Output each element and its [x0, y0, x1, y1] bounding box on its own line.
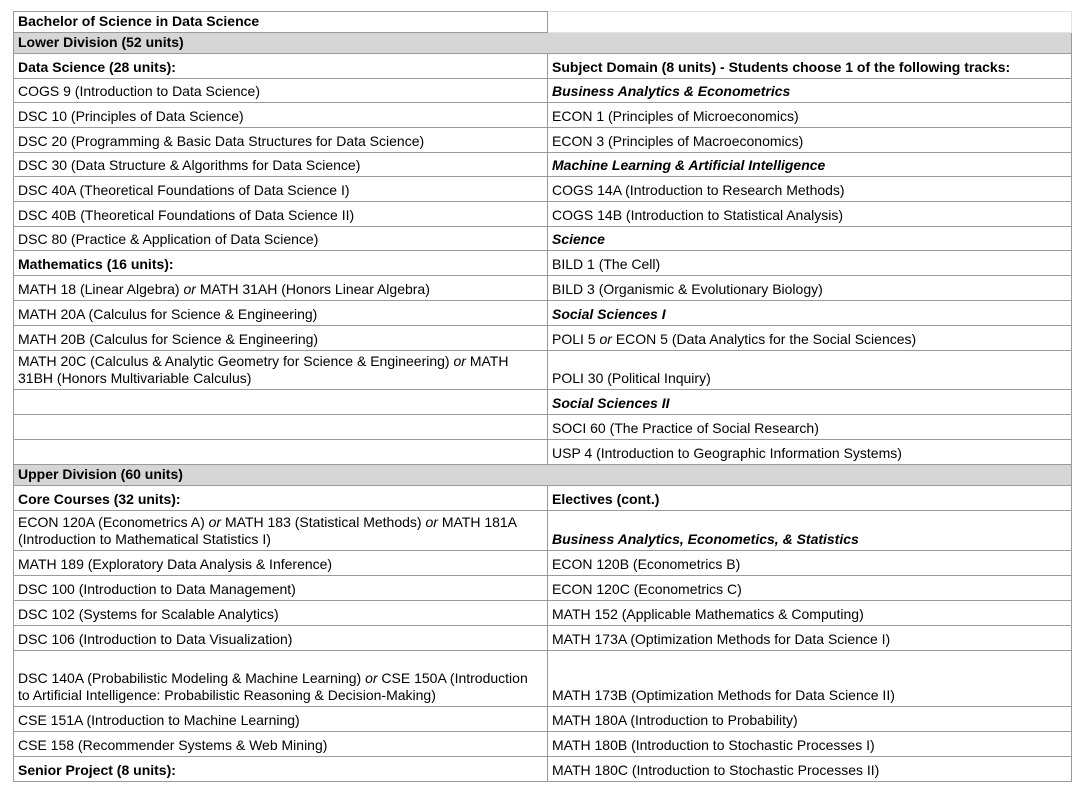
cell-text: BILD 3 (Organismic & Evolutionary Biology) [552, 281, 823, 297]
upper-division-course-row [14, 551, 1072, 576]
upper-division-header: Upper Division (60 units) [14, 465, 1072, 486]
title-row [14, 12, 1072, 33]
lower-division-course-row [14, 276, 1072, 301]
cell-text: CSE 151A (Introduction to Machine Learning) [18, 712, 300, 728]
track-heading [548, 227, 1072, 251]
right-course-cell [548, 440, 1072, 465]
upper-division-course-row [14, 601, 1072, 626]
cell-text: Subject Domain (8 units) - Students choose 1 of the following tracks: [552, 59, 1011, 75]
cell-text: Electives (cont.) [552, 491, 660, 507]
right-course-cell [548, 351, 1072, 390]
lower-division-course-row [14, 440, 1072, 465]
cell-text: MATH 173A (Optimization Methods for Data Science I) [552, 631, 891, 647]
cell-text: SOCI 60 (The Practice of Social Research) [552, 420, 819, 436]
cell-text: MATH 20A (Calculus for Science & Engineering) [18, 306, 318, 322]
empty-cell [14, 440, 548, 465]
cell-text: MATH 181A (Introduction to Mathematical Statistics I) [18, 514, 517, 547]
right-course-cell [548, 415, 1072, 440]
left-course-cell [14, 153, 548, 177]
cell-text: MATH 31BH (Honors Multivariable Calculus) [18, 353, 509, 386]
lower-division-course-row [14, 301, 1072, 326]
or-connector: or [179, 281, 200, 297]
left-course-cell [14, 576, 548, 601]
left-course-cell [14, 128, 548, 153]
left-course-cell [14, 626, 548, 651]
left-course-cell [14, 326, 548, 351]
left-course-cell [14, 227, 548, 251]
lower-division-course-row [14, 326, 1072, 351]
category-heading [548, 54, 1072, 79]
lower-division-course-row [14, 251, 1072, 276]
lower-division-course-row [14, 177, 1072, 202]
left-course-cell [14, 651, 548, 707]
cell-text: DSC 20 (Programming & Basic Data Structures for Data Science) [18, 133, 425, 149]
left-course-cell [14, 79, 548, 103]
lower-division-course-row [14, 153, 1072, 177]
right-course-cell [548, 551, 1072, 576]
cell-text: ECON 1 (Principles of Microeconomics) [552, 108, 799, 124]
upper-division-course-row [14, 626, 1072, 651]
upper-division-header-row [14, 465, 1072, 486]
cell-text: DSC 10 (Principles of Data Science) [18, 108, 244, 124]
cell-text: Business Analytics & Econometrics [552, 83, 791, 99]
cell-text: DSC 100 (Introduction to Data Management) [18, 581, 296, 597]
cell-text: DSC 30 (Data Structure & Algorithms for Data Science) [18, 157, 361, 173]
or-connector: or [449, 353, 470, 369]
cell-text: Social Sciences I [552, 306, 666, 322]
right-course-cell [548, 601, 1072, 626]
cell-text: USP 4 (Introduction to Geographic Information Systems) [552, 445, 902, 461]
cell-text: Core Courses (32 units): [18, 491, 181, 507]
or-connector: or [361, 670, 382, 686]
cell-text: MATH 152 (Applicable Mathematics & Computing) [552, 606, 864, 622]
right-course-cell [548, 326, 1072, 351]
upper-division-course-row [14, 511, 1072, 551]
cell-text: COGS 9 (Introduction to Data Science) [18, 83, 260, 99]
degree-requirements-table [13, 11, 1072, 782]
left-course-cell [14, 351, 548, 390]
cell-text: DSC 140A (Probabilistic Modeling & Machine Learning) [18, 670, 362, 686]
cell-text: MATH 180B (Introduction to Stochastic Processes I) [552, 737, 875, 753]
cell-text: MATH 173B (Optimization Methods for Data Science II) [552, 687, 895, 703]
cell-text: MATH 180A (Introduction to Probability) [552, 712, 798, 728]
category-heading [14, 486, 548, 511]
right-course-cell [548, 276, 1072, 301]
cell-text: Social Sciences II [552, 395, 670, 411]
lower-division-course-row [14, 128, 1072, 153]
right-course-cell [548, 626, 1072, 651]
cell-text: ECON 120C (Econometrics C) [552, 581, 742, 597]
right-course-cell [548, 576, 1072, 601]
upper-division-course-row [14, 757, 1072, 782]
cell-text: MATH 18 (Linear Algebra) [18, 281, 180, 297]
cell-text: Data Science (28 units): [18, 59, 176, 75]
cell-text: DSC 40A (Theoretical Foundations of Data Science I) [18, 182, 350, 198]
cell-text: POLI 30 (Political Inquiry) [552, 370, 711, 386]
lower-division-course-row [14, 79, 1072, 103]
left-course-cell [14, 551, 548, 576]
cell-text: MATH 180C (Introduction to Stochastic Processes II) [552, 762, 880, 778]
cell-text: DSC 106 (Introduction to Data Visualization) [18, 631, 293, 647]
right-course-cell [548, 128, 1072, 153]
track-heading [548, 511, 1072, 551]
lower-division-course-row [14, 54, 1072, 79]
right-course-cell [548, 177, 1072, 202]
cell-text: ECON 3 (Principles of Macroeconomics) [552, 133, 804, 149]
right-course-cell [548, 103, 1072, 128]
lower-division-course-row [14, 415, 1072, 440]
cell-text: DSC 40B (Theoretical Foundations of Data Science II) [18, 207, 355, 223]
upper-division-course-row [14, 732, 1072, 757]
cell-text: COGS 14A (Introduction to Research Methods) [552, 182, 845, 198]
track-heading [548, 79, 1072, 103]
upper-division-course-row [14, 651, 1072, 707]
cell-text: DSC 102 (Systems for Scalable Analytics) [18, 606, 279, 622]
left-course-cell [14, 177, 548, 202]
empty-cell [14, 390, 548, 415]
left-course-cell [14, 276, 548, 301]
left-course-cell [14, 601, 548, 626]
cell-text: CSE 158 (Recommender Systems & Web Mining) [18, 737, 328, 753]
lower-division-course-row [14, 351, 1072, 390]
cell-text: Science [552, 231, 605, 247]
category-heading [14, 757, 548, 782]
left-course-cell [14, 707, 548, 732]
left-course-cell [14, 202, 548, 227]
empty-cell [14, 415, 548, 440]
left-course-cell [14, 103, 548, 128]
track-heading [548, 301, 1072, 326]
right-course-cell [548, 757, 1072, 782]
cell-text: COGS 14B (Introduction to Statistical Analysis) [552, 207, 844, 223]
lower-division-header-row [14, 33, 1072, 54]
cell-text: BILD 1 (The Cell) [552, 256, 661, 272]
right-course-cell [548, 651, 1072, 707]
category-heading [14, 251, 548, 276]
left-course-cell [14, 732, 548, 757]
cell-text: DSC 80 (Practice & Application of Data Science) [18, 231, 319, 247]
left-course-cell [14, 301, 548, 326]
cell-text: ECON 120A (Econometrics A) [18, 514, 205, 530]
cell-text: Machine Learning & Artificial Intelligence [552, 157, 826, 173]
cell-text: Business Analytics, Econometics, & Statistics [552, 531, 859, 547]
lower-division-course-row [14, 202, 1072, 227]
category-heading [14, 54, 548, 79]
degree-title: Bachelor of Science in Data Science [14, 12, 548, 33]
or-connector: or [595, 331, 616, 347]
right-course-cell [548, 732, 1072, 757]
left-course-cell [14, 511, 548, 551]
cell-text: MATH 31AH (Honors Linear Algebra) [199, 281, 430, 297]
lower-division-course-row [14, 227, 1072, 251]
upper-division-course-row [14, 486, 1072, 511]
lower-division-course-row [14, 103, 1072, 128]
right-course-cell [548, 707, 1072, 732]
lower-division-header: Lower Division (52 units) [14, 33, 1072, 54]
or-connector: or [421, 514, 442, 530]
cell-text: CSE 150A (Introduction to Artificial Intelligence: Probabilistic Reasoning & Decision-Making) [18, 670, 528, 703]
cell-text: MATH 20C (Calculus & Analytic Geometry for Science & Engineering) [18, 353, 450, 369]
cell-text: POLI 5 [552, 331, 596, 347]
title-empty-cell [548, 12, 1072, 33]
cell-text: MATH 189 (Exploratory Data Analysis & Inference) [18, 556, 333, 572]
upper-division-course-row [14, 576, 1072, 601]
cell-text: Senior Project (8 units): [18, 762, 176, 778]
upper-division-course-row [14, 707, 1072, 732]
or-connector: or [204, 514, 225, 530]
lower-division-course-row [14, 390, 1072, 415]
cell-text: MATH 20B (Calculus for Science & Engineering) [18, 331, 319, 347]
cell-text: ECON 120B (Econometrics B) [552, 556, 741, 572]
cell-text: MATH 183 (Statistical Methods) [224, 514, 422, 530]
category-heading [548, 486, 1072, 511]
cell-text: Mathematics (16 units): [18, 256, 174, 272]
track-heading [548, 390, 1072, 415]
track-heading [548, 153, 1072, 177]
cell-text: ECON 5 (Data Analytics for the Social Sciences) [615, 331, 917, 347]
right-course-cell [548, 251, 1072, 276]
right-course-cell [548, 202, 1072, 227]
